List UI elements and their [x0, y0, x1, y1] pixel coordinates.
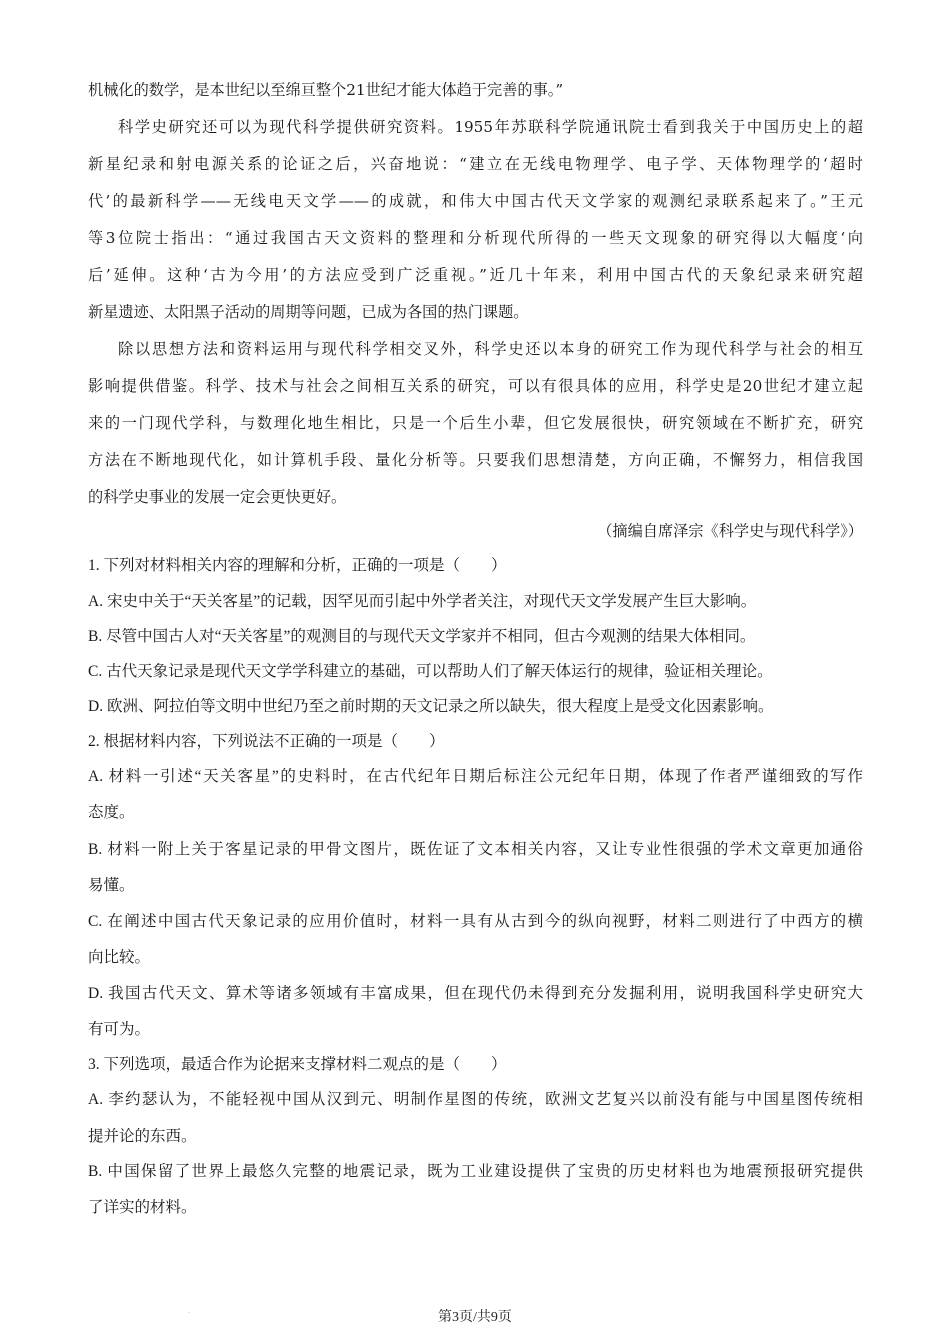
option-a-continued: 态度。: [88, 804, 135, 821]
option-d: D. 我国古代天文、算术等诸多领域有丰富成果，但在现代仍未得到充分发掘利用，说明我国科学史研究大: [88, 985, 863, 1002]
passage-line: 影响提供借鉴。科学、技术与社会之间相互关系的研究，可以有很具体的应用，科学史是20世纪才建立起: [88, 377, 863, 395]
option-a: A. 材料一引述“天关客星”的史料时，在古代纪年日期后标注公元纪年日期，体现了作者严谨细致的写作: [88, 768, 863, 785]
page-number: 第3页/共9页: [438, 1310, 512, 1325]
passage-line: 除以思想方法和资料运用与现代科学相交叉外，科学史还以本身的研究工作为现代科学与社会的相互: [118, 340, 863, 358]
option-d-continued: 有可为。: [88, 1021, 151, 1038]
option-b-continued: 了详实的材料。: [88, 1199, 197, 1216]
option-b: B. 尽管中国古人对“天关客星”的观测目的与现代天文学家并不相同，但古今观测的结果大体相同。: [88, 628, 756, 645]
passage-line: 来的一门现代学科，与数理化地生相比，只是一个后生小辈，但它发展很快，研究领域在不断扩充，研究: [88, 414, 863, 432]
passage-line: 机械化的数学，是本世纪以至绵亘整个21世纪才能大体趋于完善的事。”: [88, 81, 564, 99]
passage-line: 科学史研究还可以为现代科学提供研究资料。1955年苏联科学院通讯院士看到我关于中国历史上的超: [118, 118, 863, 136]
passage-line: 方法在不断地现代化，如计算机手段、量化分析等。只要我们思想清楚，方向正确，不懈努力，相信我国: [88, 451, 863, 469]
option-a: A. 李约瑟认为，不能轻视中国从汉到元、明制作星图的传统，欧洲文艺复兴以前没有能与中国星图传统相: [88, 1091, 863, 1108]
option-b: B. 材料一附上关于客星记录的甲骨文图片，既佐证了文本相关内容，又让专业性很强的学术文章更加通俗: [88, 841, 863, 858]
passage-line: 新星遗迹、太阳黑子活动的周期等问题，已成为各国的热门课题。: [88, 303, 529, 321]
option-c: C. 在阐述中国古代天象记录的应用价值时，材料一具有从古到今的纵向视野，材料二则进行了中西方的横: [88, 913, 863, 930]
passage-line: 新星纪录和射电源关系的论证之后，兴奋地说：“建立在无线电物理学、电子学、天体物理学的‘超时: [88, 155, 863, 173]
question-stem: 3. 下列选项，最适合作为论据来支撑材料二观点的是（ ）: [88, 1056, 507, 1073]
option-a-continued: 提并论的东西。: [88, 1128, 197, 1145]
question-stem: 2. 根据材料内容，下列说法不正确的一项是（ ）: [88, 733, 445, 750]
question-stem: 1. 下列对材料相关内容的理解和分析，正确的一项是（ ）: [88, 557, 507, 574]
option-c: C. 古代天象记录是现代天文学学科建立的基础，可以帮助人们了解天体运行的规律，验证相关理论。: [88, 663, 773, 680]
passage-line: 代’的最新科学——无线电天文学——的成就，和伟大中国古代天文学家的观测纪录联系起来了。”王元: [88, 192, 863, 210]
stray-dot: .: [188, 1308, 190, 1315]
option-d: D. 欧洲、阿拉伯等文明中世纪乃至之前时期的天文记录之所以缺失，很大程度上是受文化因素影响。: [88, 698, 774, 715]
option-c-continued: 向比较。: [88, 949, 151, 966]
option-b-continued: 易懂。: [88, 877, 135, 894]
option-b: B. 中国保留了世界上最悠久完整的地震记录，既为工业建设提供了宝贵的历史材料也为地震预报研究提供: [88, 1163, 863, 1180]
source-citation: （摘编自席泽宗《科学史与现代科学》）: [597, 522, 863, 540]
passage-line: 的科学史事业的发展一定会更快更好。: [88, 488, 347, 506]
option-a: A. 宋史中关于“天关客星”的记载，因罕见而引起中外学者关注，对现代天文学发展产生巨大影响。: [88, 593, 757, 610]
passage-line: 后’延伸。这种‘古为今用’的方法应受到广泛重视。”近几十年来，利用中国古代的天象纪录来研究超: [88, 266, 863, 284]
passage-line: 等3位院士指出：“通过我国古天文资料的整理和分析现代所得的一些天文现象的研究得以大幅度‘向: [88, 229, 863, 247]
